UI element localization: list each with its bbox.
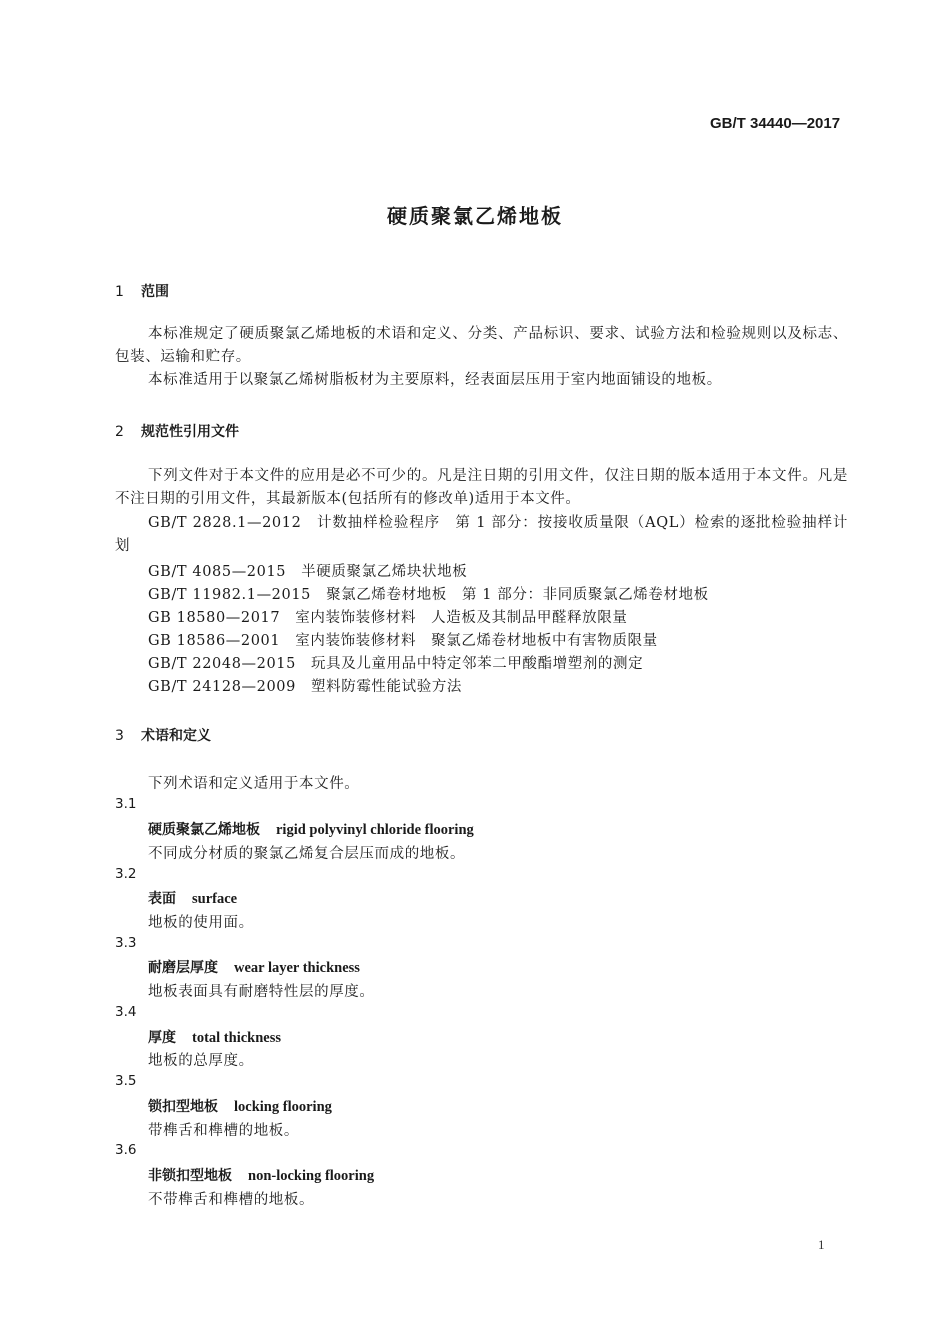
term-en: total thickness: [192, 1030, 282, 1046]
term-cn: 锁扣型地板: [148, 1099, 218, 1115]
term-heading: [148, 1096, 332, 1116]
page-number: 1: [818, 1237, 825, 1252]
document-title: 硬质聚氯乙烯地板: [387, 204, 563, 228]
section-title: 规范性引用文件: [141, 424, 239, 440]
section-1-paragraph-2: 本标准适用于以聚氯乙烯树脂板材为主要原料，经表面层压用于室内地面铺设的地板。: [148, 372, 722, 388]
term-cn: 耐磨层厚度: [148, 960, 218, 976]
term-number: 3.6: [115, 1142, 137, 1158]
term-number: 3.2: [115, 866, 137, 882]
section-number: 1: [115, 284, 124, 300]
term-definition: 带榫舌和榫槽的地板。: [148, 1123, 299, 1139]
term-en: rigid polyvinyl chloride flooring: [276, 822, 474, 838]
section-2-intro: 下列文件对于本文件的应用是必不可少的。凡是注日期的引用文件，仅注日期的版本适用于本文件。凡是不注日期的引用文件，其最新版本(包括所有的修改单)适用于本文件。: [115, 468, 848, 507]
section-3-heading: [115, 725, 211, 745]
section-1-heading: [115, 281, 169, 301]
section-1-paragraph-1: 本标准规定了硬质聚氯乙烯地板的术语和定义、分类、产品标识、要求、试验方法和检验规则以及标志、包装、运输和贮存。: [115, 326, 848, 365]
term-cn: 非锁扣型地板: [148, 1168, 232, 1184]
term-definition: 地板的总厚度。: [148, 1053, 254, 1069]
term-heading: [148, 819, 474, 839]
term-number: 3.1: [115, 796, 137, 812]
term-number: 3.5: [115, 1073, 137, 1089]
section-3-intro: 下列术语和定义适用于本文件。: [148, 776, 360, 792]
term-en: non-locking flooring: [248, 1168, 375, 1184]
term-heading: [148, 888, 237, 908]
section-title: 术语和定义: [141, 728, 211, 744]
term-definition: 不带榫舌和榫槽的地板。: [148, 1192, 315, 1208]
term-number: 3.4: [115, 1004, 137, 1020]
reference-item: GB/T 22048—2015 玩具及儿童用品中特定邻苯二甲酸酯增塑剂的测定: [148, 656, 644, 672]
term-number: 3.3: [115, 935, 137, 951]
term-definition: 不同成分材质的聚氯乙烯复合层压而成的地板。: [148, 846, 466, 862]
term-cn: 厚度: [148, 1030, 176, 1046]
section-title: 范围: [141, 284, 169, 300]
term-en: surface: [192, 891, 238, 907]
section-2-heading: [115, 421, 239, 441]
term-heading: [148, 1165, 374, 1185]
reference-item: GB/T 4085—2015 半硬质聚氯乙烯块状地板: [148, 564, 468, 580]
standard-id: GB/T 34440—2017: [710, 115, 841, 132]
term-definition: 地板的使用面。: [148, 915, 254, 931]
term-cn: 硬质聚氯乙烯地板: [148, 822, 260, 838]
section-number: 2: [115, 424, 124, 440]
term-heading: [148, 957, 360, 977]
term-en: wear layer thickness: [234, 960, 360, 976]
reference-item: GB/T 24128—2009 塑料防霉性能试验方法: [148, 679, 463, 695]
term-heading: [148, 1027, 281, 1047]
term-cn: 表面: [148, 891, 176, 907]
term-en: locking flooring: [234, 1099, 332, 1115]
reference-item: GB 18586—2001 室内装饰装修材料 聚氯乙烯卷材地板中有害物质限量: [148, 633, 658, 649]
reference-item: GB/T 2828.1—2012 计数抽样检验程序 第 1 部分：按接收质量限（AQL）检索的逐批检验抽样计划: [115, 515, 848, 554]
term-definition: 地板表面具有耐磨特性层的厚度。: [148, 984, 375, 1000]
section-number: 3: [115, 728, 124, 744]
reference-item: GB/T 11982.1—2015 聚氯乙烯卷材地板 第 1 部分：非同质聚氯乙烯卷材地板: [148, 587, 709, 603]
reference-item: GB 18580—2017 室内装饰装修材料 人造板及其制品甲醛释放限量: [148, 610, 628, 626]
